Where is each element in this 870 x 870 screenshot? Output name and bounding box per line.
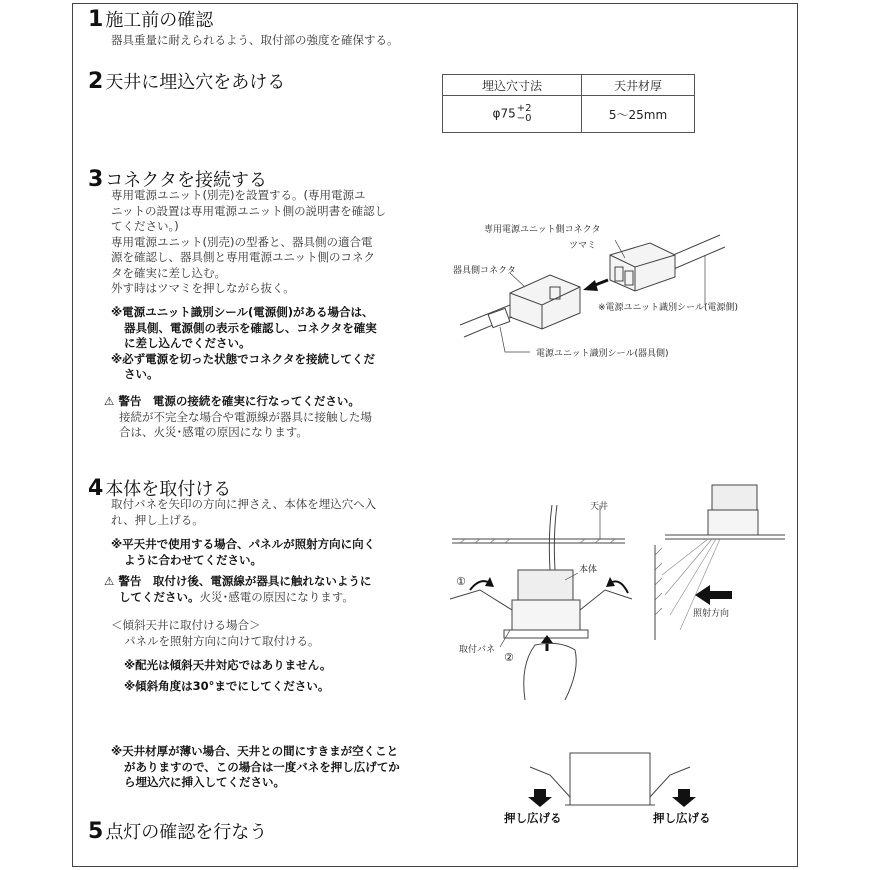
label-body: 本体 (579, 565, 598, 575)
incline-notes: ※配光は傾斜天井対応ではありません。 ※傾斜角度は30°までにしてください。 (124, 658, 332, 693)
hole-spec-table (442, 74, 695, 133)
label-fixture-connector: 器具側コネクタ (453, 266, 516, 276)
label-seal-power: ※電源ユニット識別シール(電源側) (598, 303, 739, 313)
incline-figure (650, 475, 790, 645)
label-power-connector: 専用電源ユニット側コネクタ (484, 225, 601, 235)
table-header-thickness: 天井材厚 (582, 75, 695, 96)
section-4-warning: ⚠ 警告 取付け後、電源線が器具に触れないように してください。火災･感電の原因になります。 (104, 574, 372, 604)
warning-icon: ⚠ (104, 394, 115, 408)
section-3-warning: ⚠ 警告 電源の接続を確実に行なってください。 接続が不完全な場合や電源線が器具に接触した場 合は、火災･感電の原因になります。 (104, 394, 372, 439)
section-4-notes: ※平天井で使用する場合、パネルが照射方向に向く ように合わせてください。 (111, 537, 376, 567)
label-ceiling: 天井 (590, 502, 609, 512)
incline-section: ＜傾斜天井に取付ける場合＞ パネルを照射方向に向けて取付ける。 (111, 618, 320, 648)
section-1-text: 器具重量に耐えられるよう、取付部の強度を確保する。 (111, 33, 399, 47)
table-header-hole: 埋込穴寸法 (443, 75, 582, 96)
section-4-heading: 4 本体を取付ける (88, 476, 232, 501)
install-figure (440, 495, 640, 705)
label-knob: ツマミ (569, 241, 597, 251)
label-seal-fixture: 電源ユニット識別シール(器具側) (536, 349, 669, 359)
table-cell-hole: φ75+2 −0 (443, 96, 582, 133)
section-3-heading: 3 コネクタを接続する (88, 167, 267, 192)
section-3-body: 専用電源ユニット(別売)を設置する。(専用電源ユ ニットの設置は専用電源ユニット側の説明書を確認し てください。) 専用電源ユニット(別売)の型番と、器具側の適合電 源を確認し、器具側と専用電源ユニット側のコネク タを確実に差し込む。 外す時はツマミを押しながら抜く。 (111, 188, 387, 295)
section-3-notes: ※電源ユニット識別シール(電源側)がある場合は、 器具側、電源側の表示を確認し、コネクタを確実 に差し込んでください。 ※必ず電源を切った状態でコネクタを接続してくだ さい。 (111, 305, 377, 381)
label-circle-2: ② (504, 651, 514, 664)
spread-figure (510, 745, 740, 815)
label-spread-left: 押し広げる (504, 811, 562, 825)
connector-figure (450, 225, 790, 365)
section-1-heading: 1 施工前の確認 (88, 7, 214, 32)
section-4-body: 取付バネを矢印の方向に押さえ、本体を埋込穴へ入 れ、押し上げる。 (111, 497, 377, 527)
table-cell-thickness: 5～25mm (582, 96, 695, 133)
section-2-heading: 2 天井に埋込穴をあける (88, 69, 286, 94)
section-5-heading: 5 点灯の確認を行なう (88, 819, 268, 844)
label-spring: 取付バネ (459, 645, 496, 655)
label-spread-right: 押し広げる (653, 811, 711, 825)
thin-ceiling-note: ※天井材厚が薄い場合、天井との間にすきまが空くこと がありますので、この場合は一度バネを押し広げてか ら埋込穴に挿入してください。 (111, 744, 400, 789)
label-circle-1: ① (456, 575, 466, 588)
warning-icon: ⚠ (104, 574, 115, 588)
label-direction: 照射方向 (693, 609, 730, 619)
